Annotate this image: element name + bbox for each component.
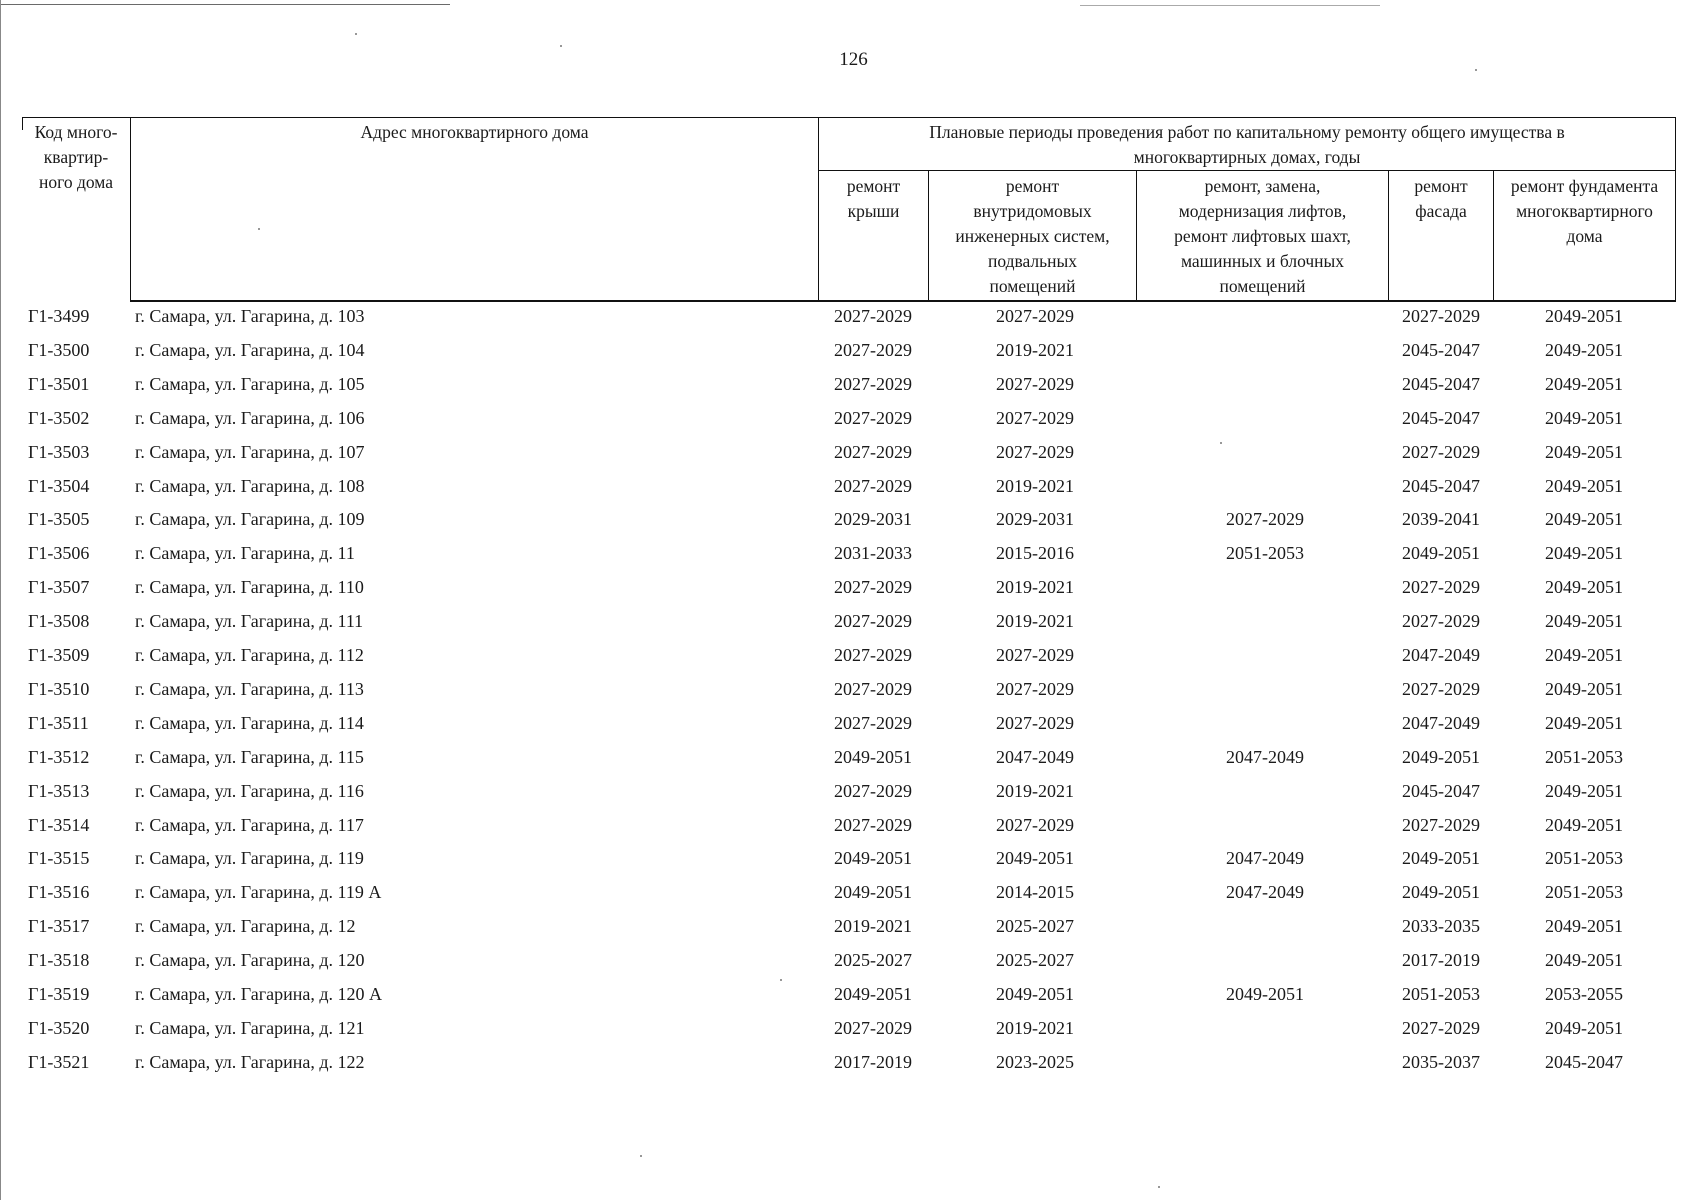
table-row [0,876,1707,910]
table-row [0,944,1707,978]
cell-foundation: 2053-2055 [1545,984,1623,1004]
cell-systems: 2019-2021 [996,577,1074,598]
cell-address: г. Самара, ул. Гагарина, д. 120 [135,950,365,971]
cell-facade: 2045-2047 [1402,780,1480,801]
cell-foundation: 2049-2051 [1545,441,1623,462]
cell-code: Г1-3508 [28,611,90,632]
cell-facade: 2027-2029 [1402,678,1480,699]
cell-roof: 2027-2029 [834,407,912,428]
cell-facade: 2047-2049 [1402,712,1480,733]
cell-roof: 2027-2029 [834,1017,912,1038]
table-row [0,1012,1707,1046]
cell-foundation: 2049-2051 [1545,645,1623,665]
cell-code: Г1-3510 [28,678,90,699]
cell-code: Г1-3519 [28,984,90,1004]
cell-roof: 2017-2019 [834,1051,912,1072]
cell-address: г. Самара, ул. Гагарина, д. 108 [135,475,365,496]
cell-code: Г1-3514 [28,814,90,835]
scan-speck [1158,1186,1160,1188]
cell-systems: 2027-2029 [996,373,1074,394]
cell-lifts: 2047-2049 [1226,848,1304,869]
header-facade: ремонт фасада [1414,176,1468,221]
cell-systems: 2025-2027 [996,916,1074,937]
cell-systems: 2027-2029 [996,407,1074,428]
header-roof: ремонт крыши [846,176,901,221]
table-row [0,978,1707,1012]
cell-code: Г1-3511 [28,712,89,733]
cell-systems: 2019-2021 [996,339,1074,360]
cell-systems: 2027-2029 [996,306,1074,326]
cell-systems: 2014-2015 [996,882,1074,903]
cell-systems: 2047-2049 [996,746,1074,767]
cell-foundation: 2049-2051 [1545,339,1623,360]
cell-address: г. Самара, ул. Гагарина, д. 116 [135,780,364,801]
cell-code: Г1-3509 [28,645,90,665]
cell-roof: 2049-2051 [834,848,912,869]
cell-facade: 2045-2047 [1402,373,1480,394]
header-periods: Плановые периоды проведения работ по капитальному ремонту общего имущества в многоквартирных домах, годы [929,122,1565,167]
cell-code: Г1-3501 [28,373,90,394]
header-foundation: ремонт фундамента многоквартирного дома [1510,176,1659,246]
table-row [0,436,1707,470]
cell-facade: 2045-2047 [1402,475,1480,496]
cell-address: г. Самара, ул. Гагарина, д. 109 [135,509,365,530]
cell-facade: 2027-2029 [1402,441,1480,462]
table-row [0,1046,1707,1080]
cell-lifts: 2049-2051 [1226,984,1304,1004]
cell-code: Г1-3503 [28,441,90,462]
cell-foundation: 2045-2047 [1545,1051,1623,1072]
cell-foundation: 2049-2051 [1545,373,1623,394]
cell-code: Г1-3504 [28,475,90,496]
cell-address: г. Самара, ул. Гагарина, д. 113 [135,678,364,699]
cell-systems: 2029-2031 [996,509,1074,530]
header-top-border [22,117,1676,118]
cell-roof: 2049-2051 [834,882,912,903]
table-row [0,673,1707,707]
cell-roof: 2027-2029 [834,475,912,496]
cell-address: г. Самара, ул. Гагарина, д. 11 [135,543,355,564]
cell-systems: 2027-2029 [996,645,1074,665]
cell-address: г. Самара, ул. Гагарина, д. 111 [135,611,364,632]
cell-address: г. Самара, ул. Гагарина, д. 115 [135,746,364,767]
cell-facade: 2045-2047 [1402,339,1480,360]
cell-roof: 2019-2021 [834,916,912,937]
cell-foundation: 2049-2051 [1545,577,1623,598]
cell-systems: 2025-2027 [996,950,1074,971]
cell-code: Г1-3517 [28,916,90,937]
cell-address: г. Самара, ул. Гагарина, д. 119 А [135,882,382,903]
cell-address: г. Самара, ул. Гагарина, д. 105 [135,373,365,394]
cell-facade: 2027-2029 [1402,1017,1480,1038]
cell-roof: 2027-2029 [834,611,912,632]
cell-roof: 2027-2029 [834,712,912,733]
cell-foundation: 2049-2051 [1545,712,1623,733]
cell-foundation: 2049-2051 [1545,475,1623,496]
cell-facade: 2035-2037 [1402,1051,1480,1072]
cell-foundation: 2049-2051 [1545,407,1623,428]
cell-facade: 2033-2035 [1402,916,1480,937]
table-row [0,910,1707,944]
cell-roof: 2027-2029 [834,645,912,665]
table-row [0,470,1707,504]
cell-code: Г1-3507 [28,577,90,598]
cell-foundation: 2049-2051 [1545,916,1623,937]
table-row [0,639,1707,673]
cell-address: г. Самара, ул. Гагарина, д. 122 [135,1051,365,1072]
cell-facade: 2017-2019 [1402,950,1480,971]
cell-systems: 2027-2029 [996,712,1074,733]
cell-address: г. Самара, ул. Гагарина, д. 104 [135,339,365,360]
cell-roof: 2029-2031 [834,509,912,530]
cell-code: Г1-3516 [28,882,90,903]
cell-roof: 2049-2051 [834,984,912,1004]
header-lifts: ремонт, замена, модернизация лифтов, ремонт лифтовых шахт, машинных и блочных помещений [1174,176,1351,296]
table-row [0,334,1707,368]
cell-foundation: 2051-2053 [1545,848,1623,869]
cell-facade: 2049-2051 [1402,882,1480,903]
cell-facade: 2027-2029 [1402,611,1480,632]
table-row [0,368,1707,402]
cell-address: г. Самара, ул. Гагарина, д. 120 А [135,984,383,1004]
cell-systems: 2027-2029 [996,678,1074,699]
cell-foundation: 2049-2051 [1545,1017,1623,1038]
cell-facade: 2047-2049 [1402,645,1480,665]
header-code: Код много- квартир- ного дома [34,122,118,192]
table-row [0,775,1707,809]
cell-roof: 2027-2029 [834,339,912,360]
cell-lifts: 2047-2049 [1226,882,1304,903]
cell-foundation: 2049-2051 [1545,814,1623,835]
cell-roof: 2027-2029 [834,780,912,801]
cell-facade: 2049-2051 [1402,848,1480,869]
table-row [0,402,1707,436]
table-row [0,809,1707,843]
cell-systems: 2019-2021 [996,1017,1074,1038]
cell-facade: 2051-2053 [1402,984,1480,1004]
table-row [0,537,1707,571]
cell-facade: 2049-2051 [1402,543,1480,564]
header-systems: ремонт внутридомовых инженерных систем, подвальных помещений [955,176,1110,296]
cell-address: г. Самара, ул. Гагарина, д. 112 [135,645,364,665]
cell-systems: 2019-2021 [996,475,1074,496]
cell-systems: 2027-2029 [996,441,1074,462]
cell-code: Г1-3499 [28,306,90,326]
cell-code: Г1-3518 [28,950,90,971]
cell-foundation: 2049-2051 [1545,543,1623,564]
cell-code: Г1-3520 [28,1017,90,1038]
cell-lifts: 2051-2053 [1226,543,1304,564]
page-number: 126 [839,49,868,70]
cell-facade: 2049-2051 [1402,746,1480,767]
cell-facade: 2027-2029 [1402,577,1480,598]
cell-code: Г1-3515 [28,848,90,869]
cell-foundation: 2049-2051 [1545,780,1623,801]
cell-code: Г1-3512 [28,746,90,767]
cell-systems: 2015-2016 [996,543,1074,564]
cell-systems: 2023-2025 [996,1051,1074,1072]
cell-roof: 2027-2029 [834,678,912,699]
cell-roof: 2027-2029 [834,814,912,835]
cell-address: г. Самара, ул. Гагарина, д. 107 [135,441,365,462]
scan-speck [640,1155,642,1157]
header-address: Адрес многоквартирного дома [360,122,589,142]
table-header [0,0,1707,302]
table-row [0,503,1707,537]
cell-address: г. Самара, ул. Гагарина, д. 12 [135,916,356,937]
cell-facade: 2045-2047 [1402,407,1480,428]
table-row [0,741,1707,775]
cell-address: г. Самара, ул. Гагарина, д. 117 [135,814,364,835]
cell-address: г. Самара, ул. Гагарина, д. 114 [135,712,364,733]
cell-systems: 2019-2021 [996,780,1074,801]
cell-roof: 2027-2029 [834,441,912,462]
cell-code: Г1-3521 [28,1051,90,1072]
cell-lifts: 2027-2029 [1226,509,1304,530]
cell-roof: 2027-2029 [834,577,912,598]
cell-foundation: 2051-2053 [1545,882,1623,903]
cell-foundation: 2051-2053 [1545,746,1623,767]
cell-facade: 2039-2041 [1402,509,1480,530]
cell-roof: 2049-2051 [834,746,912,767]
cell-code: Г1-3513 [28,780,90,801]
cell-address: г. Самара, ул. Гагарина, д. 121 [135,1017,365,1038]
cell-roof: 2031-2033 [834,543,912,564]
cell-foundation: 2049-2051 [1545,306,1623,326]
cell-roof: 2025-2027 [834,950,912,971]
cell-address: г. Самара, ул. Гагарина, д. 103 [135,306,365,326]
header-right-border [1675,117,1676,301]
cell-systems: 2049-2051 [996,984,1074,1004]
cell-address: г. Самара, ул. Гагарина, д. 110 [135,577,364,598]
cell-foundation: 2049-2051 [1545,950,1623,971]
cell-code: Г1-3506 [28,543,90,564]
cell-facade: 2027-2029 [1402,306,1480,326]
table-row [0,842,1707,876]
cell-code: Г1-3500 [28,339,90,360]
table-row [0,707,1707,741]
cell-foundation: 2049-2051 [1545,611,1623,632]
cell-address: г. Самара, ул. Гагарина, д. 106 [135,407,365,428]
cell-systems: 2049-2051 [996,848,1074,869]
cell-foundation: 2049-2051 [1545,678,1623,699]
cell-code: Г1-3502 [28,407,90,428]
cell-facade: 2027-2029 [1402,814,1480,835]
cell-roof: 2027-2029 [834,306,912,326]
table-row [0,605,1707,639]
table-row [0,571,1707,605]
cell-roof: 2027-2029 [834,373,912,394]
cell-lifts: 2047-2049 [1226,746,1304,767]
table-row [0,300,1707,334]
header-subdivider [818,170,1676,171]
cell-code: Г1-3505 [28,509,90,530]
cell-foundation: 2049-2051 [1545,509,1623,530]
cell-systems: 2027-2029 [996,814,1074,835]
cell-address: г. Самара, ул. Гагарина, д. 119 [135,848,364,869]
cell-systems: 2019-2021 [996,611,1074,632]
